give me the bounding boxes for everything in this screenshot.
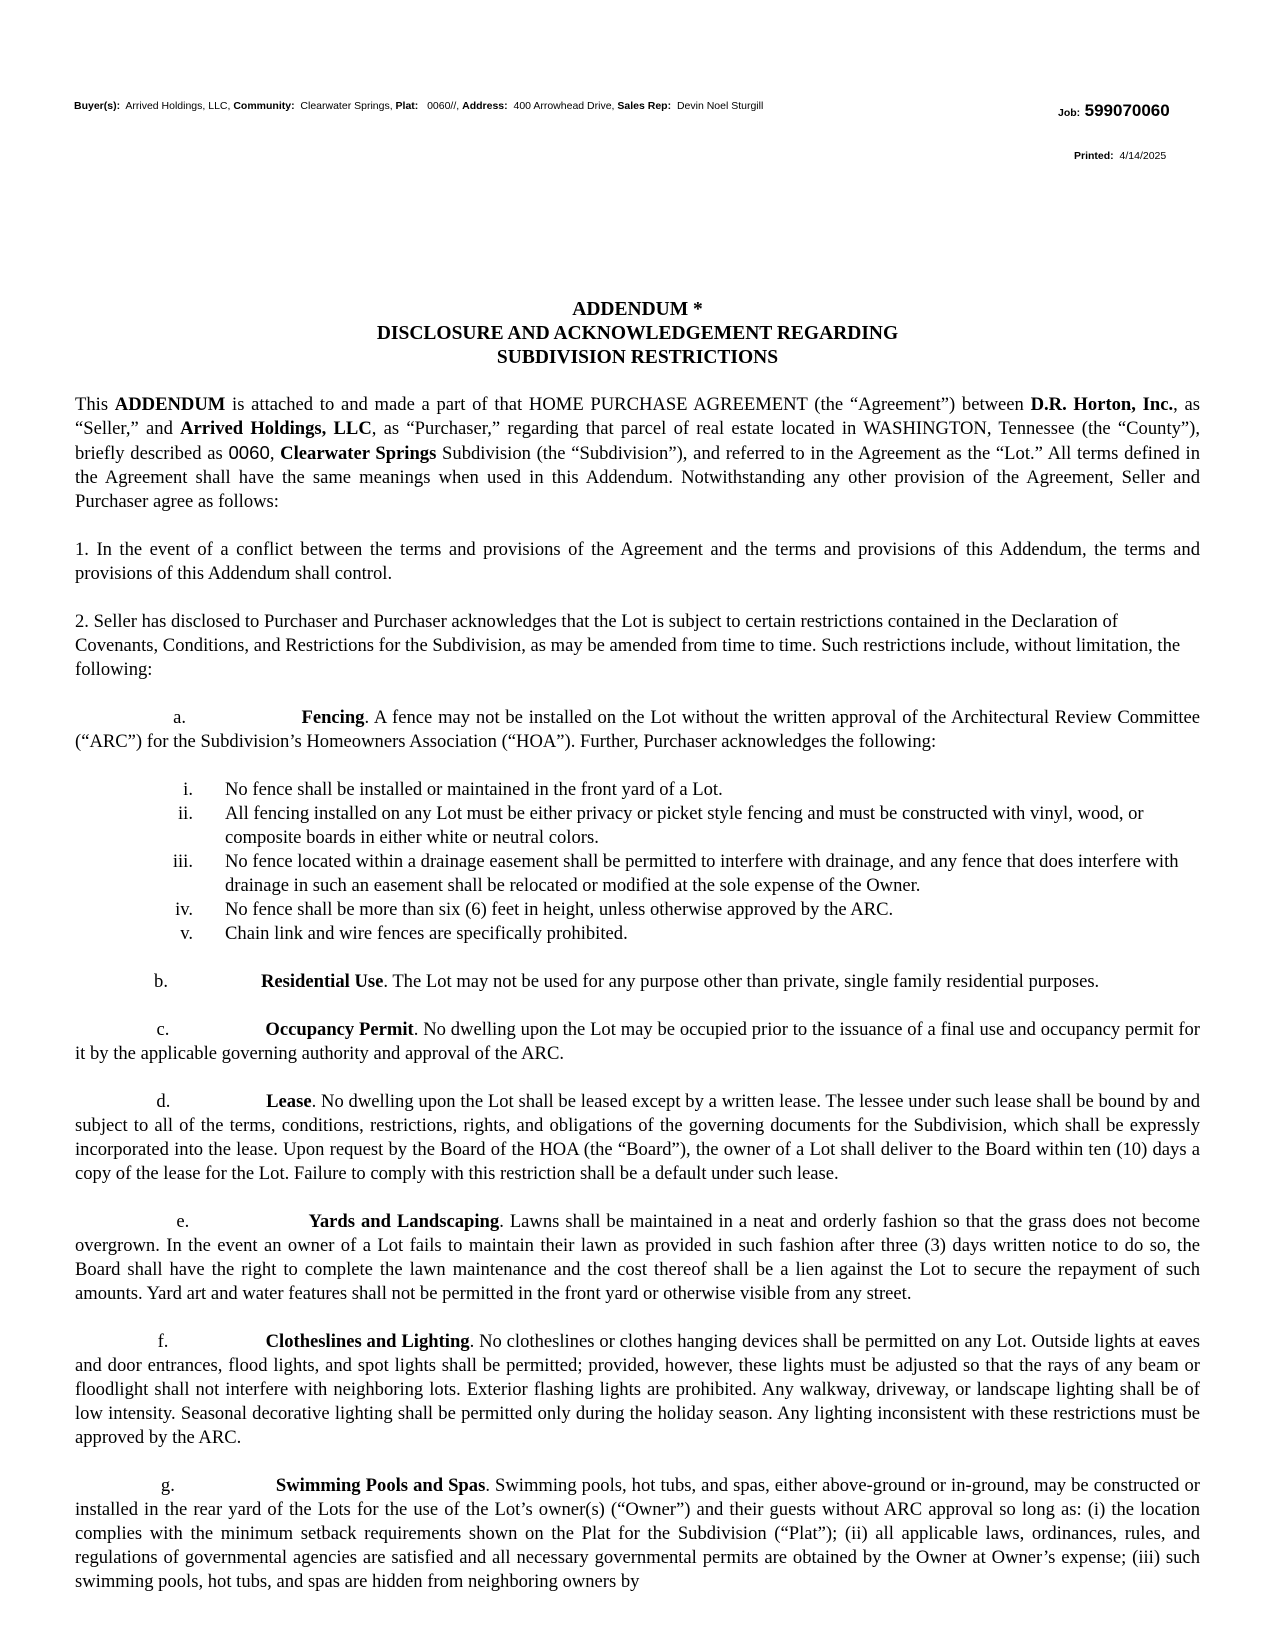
item-b-letter: b.	[154, 971, 168, 992]
job-number	[1058, 101, 1170, 121]
section-2: 2. Seller has disclosed to Purchaser and Purchaser acknowledges that the Lot is subject to certain restrictions contained in the Declaration of Covenants, Conditions, and Restrictions for the Subdivision, as may be amended from time to time. Such restrictions include, without limitation, the following:	[75, 611, 1181, 680]
address-label: Address:	[462, 100, 508, 112]
list-item-text: Chain link and wire fences are specifically prohibited.	[225, 923, 628, 944]
intro-addendum: ADDENDUM	[114, 394, 226, 415]
intro-text-3: , as “Seller,” and	[75, 394, 1200, 439]
item-c	[75, 1018, 1200, 1066]
list-item	[75, 922, 1200, 946]
community-label: Community:	[233, 100, 295, 112]
list-item-number: v.	[180, 923, 193, 944]
list-item-text: No fence shall be installed or maintained in the front yard of a Lot.	[225, 779, 723, 800]
item-d-text: . No dwelling upon the Lot shall be leased except by a written lease. The lessee under such lease shall be bound by and subject to all of the terms, conditions, restrictions, rights, and obligations of the governing documents for the Subdivision, which shall be expressly incorporated into the lease. Upon request by the Board of the HOA (the “Board”), the owner of a Lot shall deliver to the Board within ten (10) days a copy of the lease for the Lot. Failure to comply with this restriction shall be a default under such lease.	[75, 1091, 1200, 1184]
intro-text-2: is attached to and made a part of that HOME PURCHASE AGREEMENT (the “Agreement”) between	[225, 394, 1031, 415]
item-e-heading: Yards and Landscaping	[308, 1211, 500, 1232]
list-item-number: iii.	[172, 851, 193, 872]
buyers-value: Arrived Holdings, LLC,	[125, 100, 231, 112]
subdivision-name: Clearwater Springs	[280, 443, 437, 464]
list-item	[75, 898, 1200, 922]
list-item-text: No fence located within a drainage easement shall be permitted to interfere with drainage, and any fence that does interfere with drainage in such an easement shall be relocated or modified at the sole expense of the Owner.	[225, 851, 1179, 896]
document-title	[0, 298, 1275, 370]
document-body	[75, 393, 1200, 1618]
printed-value: 4/14/2025	[1119, 150, 1167, 162]
item-f	[75, 1330, 1200, 1450]
title-line-1: ADDENDUM *	[572, 299, 703, 320]
intro-text-1: This	[75, 394, 115, 415]
buyers-label: Buyer(s):	[74, 100, 121, 112]
item-g-text: . Swimming pools, hot tubs, and spas, either above-ground or in-ground, may be constructed or installed in the rear yard of the Lots for the use of the Lot’s owner(s) (“Owner”) and their guests without ARC approval so long as: (i) the location complies with the minimum setback requirements shown on the Plat for the Subdivision (“Plat”); (ii) all applicable laws, ordinances, rules, and regulations of governmental agencies are satisfied and all necessary governmental permits are obtained by the Owner at Owner’s expense; (iii) such swimming pools, hot tubs, and spas are hidden from neighboring owners by	[75, 1475, 1200, 1592]
intro-text-6: Subdivision (the “Subdivision”), and referred to in the Agreement as the “Lot.” All terms defined in the Agreement shall have the same meanings when used in this Addendum. Notwithstanding any other provision of the Agreement, Seller and Purchaser agree as follows:	[75, 443, 1200, 512]
fence-restrictions-list	[75, 778, 1200, 946]
item-e-letter: e.	[176, 1211, 190, 1232]
sales-rep-label: Sales Rep:	[617, 100, 672, 112]
item-g-heading: Swimming Pools and Spas	[275, 1475, 486, 1496]
printed-date	[1074, 150, 1166, 162]
title-line-2: DISCLOSURE AND ACKNOWLEDGEMENT REGARDING	[376, 323, 899, 344]
item-a-text: . A fence may not be installed on the Lot without the written approval of the Architectural Review Committee (“ARC”) for the Subdivision’s Homeowners Association (“HOA”). Further, Purchaser acknowledges the following:	[75, 707, 1201, 752]
item-f-letter: f.	[157, 1331, 169, 1352]
job-label: Job:	[1058, 107, 1081, 119]
item-e-text: . Lawns shall be maintained in a neat and orderly fashion so that the grass does not become overgrown. In the event an owner of a Lot fails to maintain their lawn as provided in such fashion after three (3) days written notice to do so, the Board shall have the right to complete the lawn maintenance and the cost thereof shall be a lien against the Lot to secure the repayment of such amounts. Yard art and water features shall not be permitted in the front yard or otherwise visible from any street.	[75, 1211, 1201, 1304]
address-value: 400 Arrowhead Drive,	[513, 100, 615, 112]
plat-value: 0060//,	[427, 100, 460, 112]
title-line-3: SUBDIVISION RESTRICTIONS	[496, 347, 779, 368]
item-b	[75, 970, 1200, 994]
item-g-letter: g.	[160, 1475, 175, 1496]
intro-text-4: , as “Purchaser,” regarding that parcel of real estate located in WASHINGTON, Tennessee (the “County”), briefly described as	[75, 418, 1200, 464]
item-c-letter: c.	[156, 1019, 170, 1040]
list-item-number: i.	[183, 779, 193, 800]
section-1: 1. In the event of a conflict between the terms and provisions of the Agreement and the terms and provisions of this Addendum, the terms and provisions of this Addendum shall control.	[75, 539, 1200, 584]
job-value: 599070060	[1084, 101, 1170, 120]
item-d-heading: Lease	[266, 1091, 312, 1112]
item-b-heading: Residential Use	[260, 971, 384, 992]
sales-rep-value: Devin Noel Sturgill	[676, 100, 764, 112]
lot-number: 0060	[228, 442, 270, 463]
intro-paragraph	[75, 393, 1200, 514]
item-g	[75, 1474, 1200, 1594]
list-item	[75, 802, 1200, 850]
item-b-text: . The Lot may not be used for any purpose other than private, single family residential purposes.	[383, 971, 1100, 992]
item-a-heading: Fencing	[301, 707, 365, 728]
item-d	[75, 1090, 1200, 1186]
item-c-text: . No dwelling upon the Lot may be occupied prior to the issuance of a final use and occupancy permit for it by the applicable governing authority and approval of the ARC.	[75, 1019, 1200, 1064]
intro-text-5: ,	[269, 443, 281, 464]
list-item-number: iv.	[175, 899, 193, 920]
item-a	[75, 706, 1200, 754]
seller-name: D.R. Horton, Inc.	[1030, 394, 1174, 415]
item-e	[75, 1210, 1200, 1306]
list-item-text: All fencing installed on any Lot must be either privacy or picket style fencing and must be constructed with vinyl, wood, or composite boards in either white or neutral colors.	[225, 803, 1144, 848]
header-info-line	[74, 100, 763, 112]
item-f-text: . No clotheslines or clothes hanging devices shall be permitted on any Lot. Outside lights at eaves and door entrances, flood lights, and spot lights shall be permitted; provided, however, these lights must be adjusted so that the rays of any beam or floodlight shall not interfere with neighboring lots. Exterior flashing lights are prohibited. Any walkway, driveway, or landscape lighting shall be of low intensity. Seasonal decorative lighting shall be permitted only during the holiday season. Any lighting inconsistent with these restrictions must be approved by the ARC.	[75, 1331, 1201, 1448]
printed-label: Printed:	[1074, 150, 1114, 162]
item-c-heading: Occupancy Permit	[265, 1019, 414, 1040]
list-item	[75, 850, 1200, 898]
item-f-heading: Clotheslines and Lighting	[265, 1331, 470, 1352]
list-item-text: No fence shall be more than six (6) feet in height, unless otherwise approved by the ARC.	[225, 899, 894, 920]
plat-label: Plat:	[395, 100, 419, 112]
item-a-letter: a.	[173, 707, 187, 728]
item-d-letter: d.	[156, 1091, 171, 1112]
list-item-number: ii.	[178, 803, 193, 824]
list-item	[75, 778, 1200, 802]
purchaser-name: Arrived Holdings, LLC	[180, 418, 372, 439]
community-value: Clearwater Springs,	[300, 100, 393, 112]
